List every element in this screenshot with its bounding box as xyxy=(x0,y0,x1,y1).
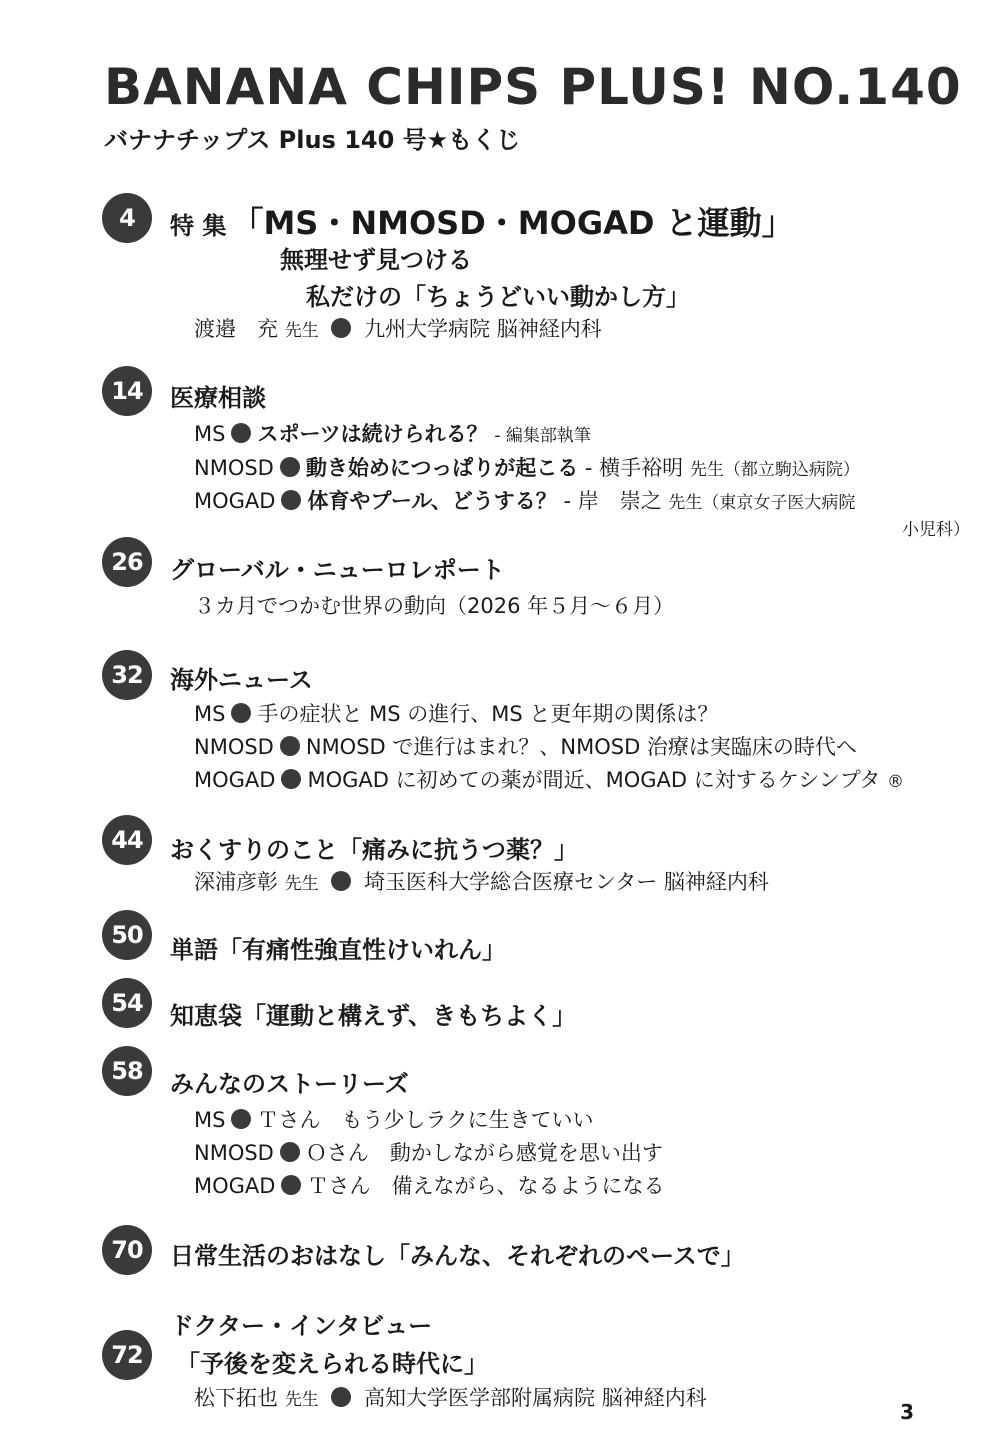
story-text: Ｔさん もう少しラクに生きていい xyxy=(257,1108,594,1132)
section-title: 「予後を変えられる時代に」 xyxy=(176,1350,488,1378)
consult-mogad-line xyxy=(194,485,855,515)
affiliation: 高知大学医学部附属病院 脳神経内科 xyxy=(364,1386,707,1410)
bullet-dot xyxy=(331,1387,351,1407)
byline: - 岸 崇之 xyxy=(563,489,662,513)
feature-label: 特 集 xyxy=(170,212,227,240)
honorific: 先生 xyxy=(284,874,319,894)
disease-label: MOGAD xyxy=(194,768,276,792)
byline: - 横手裕明 xyxy=(584,456,684,480)
magazine-subtitle: バナナチップス Plus 140 号★もくじ xyxy=(104,126,521,154)
author-name: 松下拓也 xyxy=(194,1386,278,1410)
consult-ms-line xyxy=(194,418,591,448)
news-mogad-line xyxy=(194,764,904,794)
honorific: 先生（東京女子医大病院 xyxy=(668,493,856,513)
bullet-dot xyxy=(280,457,300,477)
story-mogad-line xyxy=(194,1170,664,1200)
section-pretitle: ドクター・インタビュー xyxy=(170,1312,433,1340)
section-title: 単語「有痛性強直性けいれん」 xyxy=(170,936,506,964)
section-title: 知恵袋「運動と構えず、きもちよく」 xyxy=(170,1002,577,1030)
disease-label: NMOSD xyxy=(194,1141,274,1165)
section-title: みんなのストーリーズ xyxy=(170,1070,409,1098)
disease-label: MS xyxy=(194,702,226,726)
section-title: 海外ニュース xyxy=(170,666,313,694)
news-text: MOGAD に初めての薬が間近、MOGAD に対するケシンプタ xyxy=(307,768,881,792)
news-text: 手の症状と MS の進行、MS と更年期の関係は？ xyxy=(257,702,719,726)
honorific: 先生（都立駒込病院） xyxy=(689,460,860,480)
disease-label: MOGAD xyxy=(194,1174,276,1198)
story-ms-line xyxy=(194,1104,593,1134)
affiliation: 九州大学病院 脳神経内科 xyxy=(364,317,602,341)
section-title: 日常生活のおはなし「みんな、それぞれのペースで」 xyxy=(170,1242,745,1270)
bullet-dot xyxy=(331,871,351,891)
author-line xyxy=(194,866,769,896)
section-title: おくすりのこと「痛みに抗うつ薬？」 xyxy=(170,836,578,864)
consult-nmosd-line xyxy=(194,452,860,482)
bullet-dot xyxy=(281,769,301,789)
section-feature xyxy=(170,198,794,244)
bullet-dot xyxy=(281,1175,301,1195)
honorific: 先生 xyxy=(284,321,319,341)
honorific-continued: 小児科） xyxy=(902,520,970,540)
feature-subtitle-2: 私だけの「ちょうどいい動かし方」 xyxy=(306,283,690,311)
byline: - 編集部執筆 xyxy=(494,426,591,446)
disease-label: MS xyxy=(194,1108,226,1132)
page-number-badge: 70 xyxy=(102,1225,152,1275)
page-number-badge: 4 xyxy=(102,193,152,243)
news-nmosd-line xyxy=(194,731,857,761)
page-number-badge: 50 xyxy=(102,910,152,960)
section-title: グローバル・ニューロレポート xyxy=(170,556,505,584)
feature-author-line xyxy=(194,313,602,343)
section-title: 医療相談 xyxy=(170,384,266,412)
page-number-badge: 32 xyxy=(102,650,152,700)
section-description: ３カ月でつかむ世界の動向（2026 年５月〜６月） xyxy=(194,594,675,618)
page-number-badge: 14 xyxy=(102,366,152,416)
registered-mark: ® xyxy=(887,772,905,792)
affiliation: 埼玉医科大学総合医療センター 脳神経内科 xyxy=(364,870,769,894)
bullet-dot xyxy=(231,423,251,443)
page-number-badge: 44 xyxy=(102,815,152,865)
bullet-dot xyxy=(280,736,300,756)
bullet-dot xyxy=(281,490,301,510)
bullet-dot xyxy=(280,1142,300,1162)
honorific: 先生 xyxy=(284,1390,319,1410)
news-ms-line xyxy=(194,698,718,728)
author-line xyxy=(194,1382,707,1412)
feature-title: 「MS・NMOSD・MOGAD と運動」 xyxy=(231,204,794,242)
author-name: 渡邉 充 xyxy=(194,317,278,341)
story-text: Ｏさん 動かしながら感覚を思い出す xyxy=(305,1141,663,1165)
magazine-title: BANANA CHIPS PLUS! NO.140 xyxy=(104,58,962,116)
page-number-badge: 54 xyxy=(102,978,152,1028)
bullet-dot xyxy=(331,318,351,338)
page-number: 3 xyxy=(900,1400,914,1424)
page-number-badge: 26 xyxy=(102,537,152,587)
story-text: Ｔさん 備えながら、なるようになる xyxy=(307,1174,665,1198)
disease-label: NMOSD xyxy=(194,456,274,480)
disease-label: NMOSD xyxy=(194,735,274,759)
disease-label: MOGAD xyxy=(194,489,276,513)
question: スポーツは続けられる？ xyxy=(257,422,488,446)
author-name: 深浦彦彰 xyxy=(194,870,278,894)
page-number-badge: 58 xyxy=(102,1046,152,1096)
disease-label: MS xyxy=(194,422,226,446)
story-nmosd-line xyxy=(194,1137,663,1167)
page-number-badge: 72 xyxy=(102,1330,152,1380)
question: 体育やプール、どうする？ xyxy=(307,489,557,513)
question: 動き始めにつっぱりが起こる xyxy=(305,456,579,480)
feature-subtitle-1: 無理せず見つける xyxy=(280,246,472,274)
news-text: NMOSD で進行はまれ？、NMOSD 治療は実臨床の時代へ xyxy=(305,735,857,759)
bullet-dot xyxy=(231,703,251,723)
bullet-dot xyxy=(231,1109,251,1129)
